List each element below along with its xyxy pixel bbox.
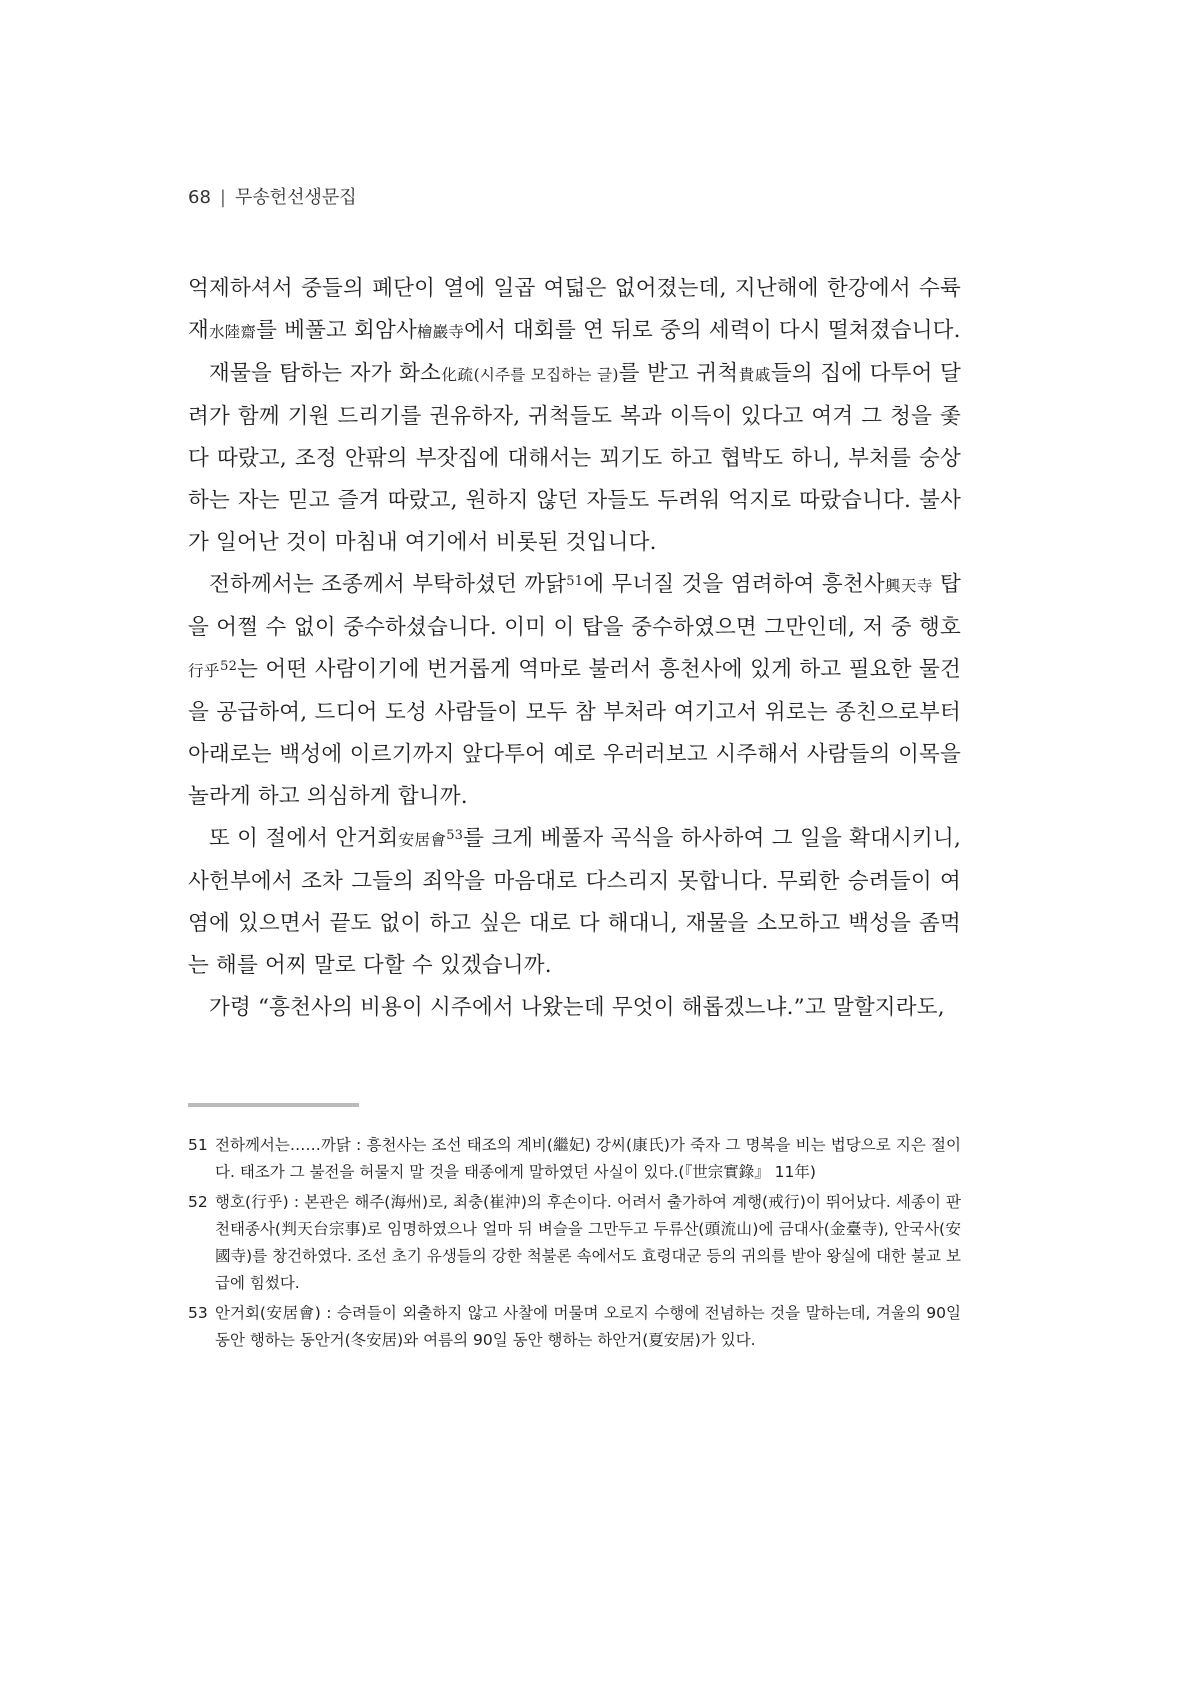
hanja-gloss: 水陸齋: [208, 323, 257, 341]
footnote-number: 53: [188, 1304, 208, 1322]
footnote-reference: 52: [220, 659, 238, 674]
footnote-52: [188, 1189, 961, 1297]
hanja-gloss: 檜巖寺: [416, 323, 465, 341]
header-separator: |: [219, 187, 226, 208]
hanja-gloss: 興天寺: [884, 577, 933, 595]
text-run: 들의 집에 다투어 달려가 함께 기원 드리기를 권유하자, 귀척들도 복과 이득이 있다고 여겨 그 청을 좇다 따랐고, 조정 안팎의 부잣집에 대해서는 꾀기도 하고 협박도 하니, 부처를 숭상하는 자는 믿고 즐겨 따랐고, 원하지 않던 자들도 두려워 억지로 따랐습니다. 불사가 일어난 것이 마침내 여기에서 비롯된 것입니다.: [188, 361, 962, 555]
text-run: 에 무너질 것을 염려하여 흥천사: [583, 572, 885, 597]
text-run: 는 어떤 사람이기에 번거롭게 역마로 불러서 흥천사에 있게 하고 필요한 물건을 공급하여, 드디어 도성 사람들이 모두 참 부처라 여기고서 위로는 종친으로부터 아래로는 백성에 이르기까지 앞다투어 예로 우러러보고 시주해서 사람들의 이목을 놀라게 하고 의심하게 합니까.: [188, 657, 961, 809]
body-paragraph: [188, 564, 961, 818]
hanja-gloss: 行乎: [188, 662, 221, 680]
footnotes: [188, 1132, 961, 1357]
text-run: 전하께서는 조종께서 부탁하셨던 까닭: [209, 572, 567, 597]
footnote-51: [188, 1132, 961, 1186]
text-run: 억제하셔서 중들의 폐단이 열에 일곱 여덟은 없어졌는데, 지난해에 한강에서 수륙재: [188, 276, 961, 343]
hanja-gloss: 貴戚: [738, 366, 771, 384]
body-paragraph: [188, 353, 961, 564]
body-paragraph: [188, 268, 961, 353]
footnote-reference: 53: [446, 828, 464, 843]
text-run: 재물을 탐하는 자가 화소: [209, 361, 442, 386]
footnote-reference: 51: [566, 574, 584, 589]
body-paragraph: [188, 818, 961, 987]
body-text: [188, 268, 961, 1029]
footnote-text: 행호(行乎) : 본관은 해주(海州)로, 최충(崔沖)의 후손이다. 어려서 출가하여 계행(戒行)이 뛰어났다. 세종이 판천태종사(判天台宗事)로 임명하였으나 얼마 뒤 벼슬을 그만두고 두류산(頭流山)에 금대사(金臺寺), 안국사(安國寺)를 창건하였다. 조선 초기 유생들의 강한 척불론 속에서도 효령대군 등의 귀의를 받아 왕실에 대한 불교 보급에 힘썼다.: [215, 1193, 961, 1292]
footnote-text: 안거회(安居會) : 승려들이 외출하지 않고 사찰에 머물며 오로지 수행에 전념하는 것을 말하는데, 겨울의 90일 동안 행하는 동안거(冬安居)와 여름의 90일 동안 행하는 하안거(夏安居)가 있다.: [215, 1304, 961, 1349]
page-number: 68: [188, 187, 211, 208]
hanja-gloss: 安居會: [398, 831, 447, 849]
text-run: 탑을 어쩔 수 없이 중수하셨습니다. 이미 이 탑을 중수하였으면 그만인데, 저 중 행호: [188, 572, 961, 640]
text-run: 를 베풀고 회암사: [256, 318, 417, 343]
text-run: 를 받고 귀척: [618, 361, 739, 386]
footnote-number: 51: [188, 1136, 208, 1154]
text-run: 에서 대회를 연 뒤로 중의 세력이 다시 떨쳐졌습니다.: [464, 318, 961, 343]
body-paragraph: [188, 987, 961, 1029]
footnote-text: 전하께서는……까닭 : 흥천사는 조선 태조의 계비(繼妃) 강씨(康氏)가 죽자 그 명복을 비는 법당으로 지은 절이다. 태조가 그 불전을 허물지 말 것을 태종에게 말하였던 사실이 있다.(『世宗實錄』 11年): [215, 1136, 961, 1181]
text-run: 가령 “흥천사의 비용이 시주에서 나왔는데 무엇이 해롭겠느냐.”고 말할지라도,: [209, 995, 945, 1020]
text-run: 를 크게 베풀자 곡식을 하사하여 그 일을 확대시키니, 사헌부에서 조차 그들의 죄악을 마음대로 다스리지 못합니다. 무뢰한 승려들이 여염에 있으면서 끝도 없이 하고 싶은 대로 다 해대니, 재물을 소모하고 백성을 좀먹는 해를 어찌 말로 다할 수 있겠습니까.: [188, 826, 962, 978]
footnote-number: 52: [188, 1193, 208, 1211]
hanja-gloss: 化疏(시주를 모집하는 글): [441, 366, 619, 384]
text-run: 또 이 절에서 안거회: [209, 826, 399, 851]
book-title: 무송헌선생문집: [234, 187, 357, 208]
running-header: [188, 183, 357, 209]
footnote-53: [188, 1300, 961, 1354]
footnote-divider: [188, 1103, 359, 1107]
